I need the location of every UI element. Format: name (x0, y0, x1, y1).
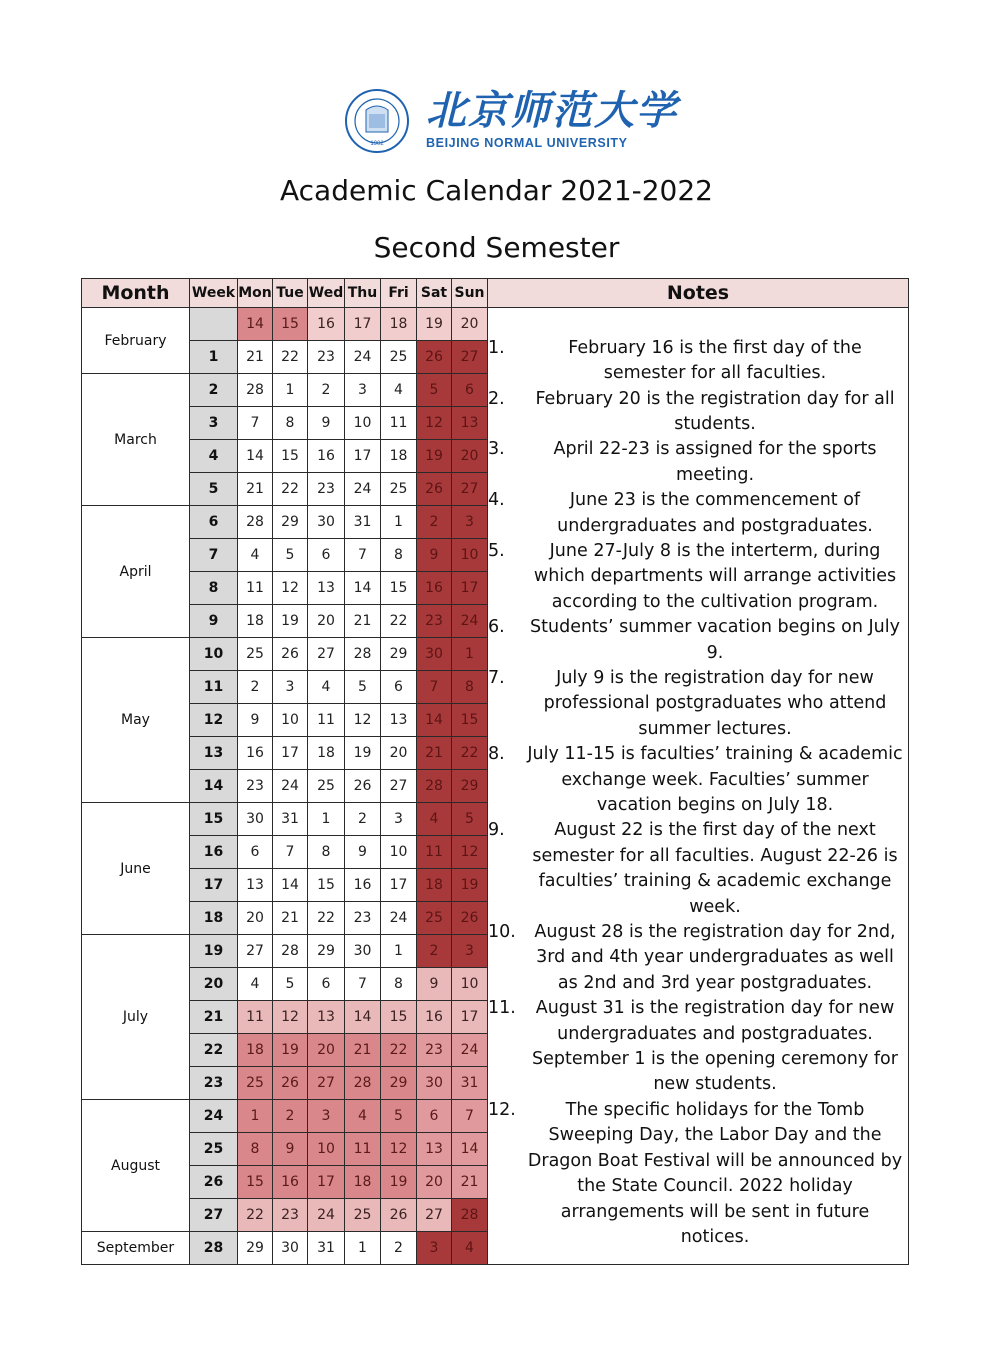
day-cell: 18 (345, 1166, 381, 1199)
note-text: August 31 is the registration day for new undergraduates and postgraduates. September 1 is the opening ceremony for new students. (532, 998, 898, 1095)
day-cell: 23 (345, 902, 381, 935)
day-cell: 31 (345, 506, 381, 539)
week-number: 16 (190, 836, 238, 869)
svg-text:1902: 1902 (370, 141, 384, 147)
note-item (488, 615, 904, 666)
column-header-mon: Mon (238, 279, 273, 308)
note-text: February 20 is the registration day for all students. (535, 388, 895, 434)
day-cell: 29 (238, 1232, 273, 1265)
day-cell: 9 (238, 704, 273, 737)
day-cell: 21 (345, 1034, 381, 1067)
day-cell: 16 (273, 1166, 308, 1199)
day-cell: 23 (417, 605, 452, 638)
day-cell: 12 (381, 1133, 417, 1166)
day-cell: 7 (345, 968, 381, 1001)
note-item (488, 1098, 904, 1250)
day-cell: 14 (417, 704, 452, 737)
day-cell: 29 (273, 506, 308, 539)
day-cell: 10 (452, 539, 488, 572)
day-cell: 30 (308, 506, 345, 539)
day-cell: 28 (238, 374, 273, 407)
day-cell: 3 (417, 1232, 452, 1265)
day-cell: 17 (345, 308, 381, 341)
day-cell: 23 (308, 473, 345, 506)
day-cell: 10 (308, 1133, 345, 1166)
week-row (82, 308, 909, 341)
note-item (488, 996, 904, 1098)
day-cell: 7 (238, 407, 273, 440)
day-cell: 4 (381, 374, 417, 407)
day-cell: 10 (452, 968, 488, 1001)
day-cell: 4 (345, 1100, 381, 1133)
note-text: Students’ summer vacation begins on July 9. (530, 617, 900, 663)
note-text: The specific holidays for the Tomb Sweeping Day, the Labor Day and the Dragon Boat Festival will be announced by the State Council. 2022 holiday arrangements will be sent in future notices. (527, 1099, 903, 1247)
note-text: April 22-23 is assigned for the sports meeting. (553, 439, 877, 485)
day-cell: 24 (452, 1034, 488, 1067)
day-cell: 7 (452, 1100, 488, 1133)
day-cell: 12 (452, 836, 488, 869)
week-number: 25 (190, 1133, 238, 1166)
day-cell: 30 (345, 935, 381, 968)
day-cell: 5 (452, 803, 488, 836)
week-number: 23 (190, 1067, 238, 1100)
day-cell: 27 (308, 1067, 345, 1100)
day-cell: 2 (273, 1100, 308, 1133)
day-cell: 6 (417, 1100, 452, 1133)
day-cell: 28 (273, 935, 308, 968)
day-cell: 11 (238, 1001, 273, 1034)
day-cell: 10 (381, 836, 417, 869)
day-cell: 1 (381, 935, 417, 968)
day-cell: 20 (452, 440, 488, 473)
week-number: 17 (190, 869, 238, 902)
day-cell: 22 (273, 341, 308, 374)
week-number: 12 (190, 704, 238, 737)
day-cell: 1 (345, 1232, 381, 1265)
note-text: June 27-July 8 is the interterm, during which departments will arrange activities according to the cultivation program. (533, 540, 897, 612)
page-title: Academic Calendar 2021-2022 (280, 174, 713, 207)
day-cell: 8 (381, 539, 417, 572)
day-cell: 7 (273, 836, 308, 869)
day-cell: 26 (273, 1067, 308, 1100)
day-cell: 23 (308, 341, 345, 374)
day-cell: 7 (345, 539, 381, 572)
day-cell: 28 (238, 506, 273, 539)
day-cell: 15 (273, 308, 308, 341)
day-cell: 29 (452, 770, 488, 803)
day-cell: 7 (417, 671, 452, 704)
day-cell: 17 (452, 1001, 488, 1034)
day-cell: 6 (452, 374, 488, 407)
note-item (488, 742, 904, 818)
day-cell: 27 (452, 473, 488, 506)
week-number: 14 (190, 770, 238, 803)
day-cell: 2 (417, 506, 452, 539)
university-logo (344, 86, 678, 158)
day-cell: 15 (238, 1166, 273, 1199)
day-cell: 9 (308, 407, 345, 440)
day-cell: 8 (452, 671, 488, 704)
day-cell: 3 (452, 506, 488, 539)
column-header-tue: Tue (273, 279, 308, 308)
day-cell: 17 (345, 440, 381, 473)
week-number: 7 (190, 539, 238, 572)
note-item (488, 488, 904, 539)
week-number: 18 (190, 902, 238, 935)
day-cell: 13 (452, 407, 488, 440)
day-cell: 1 (452, 638, 488, 671)
day-cell: 29 (381, 638, 417, 671)
day-cell: 17 (308, 1166, 345, 1199)
day-cell: 5 (417, 374, 452, 407)
note-number: 7. (488, 667, 505, 688)
month-label: July (82, 935, 190, 1100)
day-cell: 24 (452, 605, 488, 638)
day-cell: 14 (273, 869, 308, 902)
note-number: 10. (488, 922, 516, 943)
note-number: 4. (488, 490, 505, 511)
day-cell: 20 (452, 308, 488, 341)
day-cell: 3 (381, 803, 417, 836)
day-cell: 4 (417, 803, 452, 836)
day-cell: 20 (417, 1166, 452, 1199)
day-cell: 18 (308, 737, 345, 770)
day-cell: 26 (417, 341, 452, 374)
day-cell: 28 (345, 1067, 381, 1100)
day-cell: 22 (308, 902, 345, 935)
week-number: 21 (190, 1001, 238, 1034)
day-cell: 20 (238, 902, 273, 935)
day-cell: 28 (345, 638, 381, 671)
day-cell: 11 (417, 836, 452, 869)
week-number: 5 (190, 473, 238, 506)
week-number: 11 (190, 671, 238, 704)
day-cell: 2 (417, 935, 452, 968)
note-text: July 11-15 is faculties’ training & academic exchange week. Faculties’ summer vacation begins on July 18. (527, 744, 903, 815)
day-cell: 21 (345, 605, 381, 638)
day-cell: 20 (308, 1034, 345, 1067)
note-text: February 16 is the first day of the semester for all faculties. (568, 337, 862, 384)
day-cell: 30 (273, 1232, 308, 1265)
day-cell: 8 (308, 836, 345, 869)
day-cell: 4 (308, 671, 345, 704)
notes-cell (488, 308, 909, 1265)
day-cell: 9 (417, 968, 452, 1001)
note-text: July 9 is the registration day for new professional postgraduates who attend summer lectures. (543, 667, 887, 739)
day-cell: 1 (238, 1100, 273, 1133)
day-cell: 14 (452, 1133, 488, 1166)
day-cell: 11 (381, 407, 417, 440)
day-cell: 14 (345, 572, 381, 605)
note-number: 5. (488, 540, 505, 561)
day-cell: 11 (308, 704, 345, 737)
day-cell: 18 (381, 308, 417, 341)
week-number: 1 (190, 341, 238, 374)
day-cell: 10 (345, 407, 381, 440)
day-cell: 25 (381, 473, 417, 506)
day-cell: 2 (381, 1232, 417, 1265)
note-text: August 28 is the registration day for 2nd, 3rd and 4th year undergraduates as well as 2nd and 3rd year postgraduates. (534, 922, 896, 993)
day-cell: 21 (417, 737, 452, 770)
day-cell: 26 (452, 902, 488, 935)
day-cell: 28 (417, 770, 452, 803)
day-cell: 22 (238, 1199, 273, 1232)
day-cell: 6 (381, 671, 417, 704)
note-number: 1. (488, 337, 505, 358)
day-cell: 26 (273, 638, 308, 671)
day-cell: 12 (273, 572, 308, 605)
notes-list (488, 322, 908, 1251)
note-number: 8. (488, 744, 505, 765)
column-header-month: Month (82, 279, 190, 308)
week-number: 19 (190, 935, 238, 968)
note-number: 11. (488, 998, 516, 1019)
day-cell: 10 (273, 704, 308, 737)
day-cell: 17 (273, 737, 308, 770)
day-cell: 24 (345, 341, 381, 374)
day-cell: 9 (417, 539, 452, 572)
day-cell: 6 (308, 968, 345, 1001)
note-number: 3. (488, 439, 505, 460)
day-cell: 28 (452, 1199, 488, 1232)
day-cell: 31 (273, 803, 308, 836)
day-cell: 17 (381, 869, 417, 902)
day-cell: 5 (273, 968, 308, 1001)
column-header-fri: Fri (381, 279, 417, 308)
day-cell: 26 (417, 473, 452, 506)
note-number: 2. (488, 388, 505, 409)
month-label: June (82, 803, 190, 935)
note-item (488, 539, 904, 615)
day-cell: 27 (381, 770, 417, 803)
day-cell: 26 (345, 770, 381, 803)
day-cell: 15 (381, 572, 417, 605)
week-number: 22 (190, 1034, 238, 1067)
day-cell: 20 (308, 605, 345, 638)
day-cell: 14 (345, 1001, 381, 1034)
note-item (488, 437, 904, 488)
week-number: 4 (190, 440, 238, 473)
day-cell: 24 (273, 770, 308, 803)
week-number: 13 (190, 737, 238, 770)
day-cell: 30 (238, 803, 273, 836)
day-cell: 5 (345, 671, 381, 704)
note-text: June 23 is the commencement of undergraduates and postgraduates. (557, 490, 873, 536)
day-cell: 13 (238, 869, 273, 902)
header-row (82, 279, 909, 308)
week-number: 9 (190, 605, 238, 638)
page-subtitle: Second Semester (373, 231, 620, 264)
day-cell: 19 (452, 869, 488, 902)
day-cell: 29 (381, 1067, 417, 1100)
day-cell: 31 (452, 1067, 488, 1100)
column-header-wed: Wed (308, 279, 345, 308)
day-cell: 25 (381, 341, 417, 374)
day-cell: 13 (308, 1001, 345, 1034)
week-number: 27 (190, 1199, 238, 1232)
day-cell: 2 (238, 671, 273, 704)
day-cell: 8 (273, 407, 308, 440)
day-cell: 5 (381, 1100, 417, 1133)
month-label: September (82, 1232, 190, 1265)
day-cell: 19 (273, 605, 308, 638)
note-number: 6. (488, 617, 505, 638)
week-number: 3 (190, 407, 238, 440)
day-cell: 19 (345, 737, 381, 770)
day-cell: 25 (417, 902, 452, 935)
day-cell: 25 (238, 638, 273, 671)
day-cell: 1 (308, 803, 345, 836)
university-chinese-name: 北京师范大学 (426, 87, 678, 134)
day-cell: 9 (273, 1133, 308, 1166)
day-cell: 24 (308, 1199, 345, 1232)
day-cell: 2 (308, 374, 345, 407)
day-cell: 14 (238, 308, 273, 341)
day-cell: 22 (452, 737, 488, 770)
month-label: February (82, 308, 190, 374)
day-cell: 25 (345, 1199, 381, 1232)
day-cell: 27 (238, 935, 273, 968)
day-cell: 19 (273, 1034, 308, 1067)
university-english-name: BEIJING NORMAL UNIVERSITY (426, 136, 628, 150)
week-number: 10 (190, 638, 238, 671)
day-cell: 11 (345, 1133, 381, 1166)
day-cell: 9 (345, 836, 381, 869)
day-cell: 25 (238, 1067, 273, 1100)
day-cell: 23 (238, 770, 273, 803)
day-cell: 13 (381, 704, 417, 737)
day-cell: 11 (238, 572, 273, 605)
day-cell: 27 (452, 341, 488, 374)
day-cell: 12 (345, 704, 381, 737)
day-cell: 16 (238, 737, 273, 770)
week-number: 28 (190, 1232, 238, 1265)
note-item (488, 666, 904, 742)
day-cell: 30 (417, 638, 452, 671)
month-label: April (82, 506, 190, 638)
day-cell: 22 (381, 1034, 417, 1067)
note-number: 12. (488, 1099, 516, 1120)
week-number: 2 (190, 374, 238, 407)
week-number: 24 (190, 1100, 238, 1133)
day-cell: 8 (238, 1133, 273, 1166)
day-cell: 16 (308, 308, 345, 341)
day-cell: 23 (417, 1034, 452, 1067)
day-cell: 15 (273, 440, 308, 473)
day-cell: 12 (417, 407, 452, 440)
note-item (488, 920, 904, 996)
note-item (488, 336, 904, 387)
day-cell: 27 (417, 1199, 452, 1232)
day-cell: 19 (417, 440, 452, 473)
day-cell: 16 (308, 440, 345, 473)
week-number: 26 (190, 1166, 238, 1199)
week-number: 15 (190, 803, 238, 836)
note-number: 9. (488, 820, 505, 841)
day-cell: 15 (381, 1001, 417, 1034)
day-cell: 4 (238, 539, 273, 572)
day-cell: 19 (417, 308, 452, 341)
day-cell: 21 (238, 341, 273, 374)
month-label: May (82, 638, 190, 803)
column-header-week: Week (190, 279, 238, 308)
day-cell: 4 (238, 968, 273, 1001)
day-cell: 16 (345, 869, 381, 902)
day-cell: 17 (452, 572, 488, 605)
column-header-thu: Thu (345, 279, 381, 308)
day-cell: 16 (417, 572, 452, 605)
column-header-sun: Sun (452, 279, 488, 308)
day-cell: 18 (238, 1034, 273, 1067)
day-cell: 27 (308, 638, 345, 671)
day-cell: 3 (273, 671, 308, 704)
day-cell: 18 (238, 605, 273, 638)
day-cell: 3 (452, 935, 488, 968)
day-cell: 29 (308, 935, 345, 968)
day-cell: 24 (381, 902, 417, 935)
week-number (190, 308, 238, 341)
note-item (488, 387, 904, 438)
day-cell: 31 (308, 1232, 345, 1265)
day-cell: 16 (417, 1001, 452, 1034)
day-cell: 3 (308, 1100, 345, 1133)
day-cell: 30 (417, 1067, 452, 1100)
week-number: 8 (190, 572, 238, 605)
calendar-table (81, 278, 909, 1265)
day-cell: 19 (381, 1166, 417, 1199)
day-cell: 22 (273, 473, 308, 506)
day-cell: 2 (345, 803, 381, 836)
day-cell: 5 (273, 539, 308, 572)
month-label: March (82, 374, 190, 506)
day-cell: 18 (417, 869, 452, 902)
day-cell: 13 (417, 1133, 452, 1166)
day-cell: 8 (381, 968, 417, 1001)
day-cell: 23 (273, 1199, 308, 1232)
day-cell: 14 (238, 440, 273, 473)
day-cell: 24 (345, 473, 381, 506)
day-cell: 20 (381, 737, 417, 770)
day-cell: 15 (308, 869, 345, 902)
day-cell: 13 (308, 572, 345, 605)
column-header-sat: Sat (417, 279, 452, 308)
column-header-notes: Notes (488, 279, 909, 308)
day-cell: 6 (238, 836, 273, 869)
day-cell: 12 (273, 1001, 308, 1034)
week-number: 6 (190, 506, 238, 539)
note-item (488, 818, 904, 920)
day-cell: 1 (273, 374, 308, 407)
university-seal-icon (344, 88, 410, 154)
day-cell: 18 (381, 440, 417, 473)
day-cell: 21 (452, 1166, 488, 1199)
note-text: August 22 is the first day of the next semester for all faculties. August 22-26 is faculties’ training & academic exchange week. (532, 820, 898, 917)
day-cell: 3 (345, 374, 381, 407)
calendar-body (82, 308, 909, 1265)
day-cell: 6 (308, 539, 345, 572)
day-cell: 25 (308, 770, 345, 803)
week-number: 20 (190, 968, 238, 1001)
day-cell: 15 (452, 704, 488, 737)
day-cell: 21 (238, 473, 273, 506)
day-cell: 21 (273, 902, 308, 935)
day-cell: 1 (381, 506, 417, 539)
day-cell: 4 (452, 1232, 488, 1265)
day-cell: 26 (381, 1199, 417, 1232)
month-label: August (82, 1100, 190, 1232)
day-cell: 22 (381, 605, 417, 638)
